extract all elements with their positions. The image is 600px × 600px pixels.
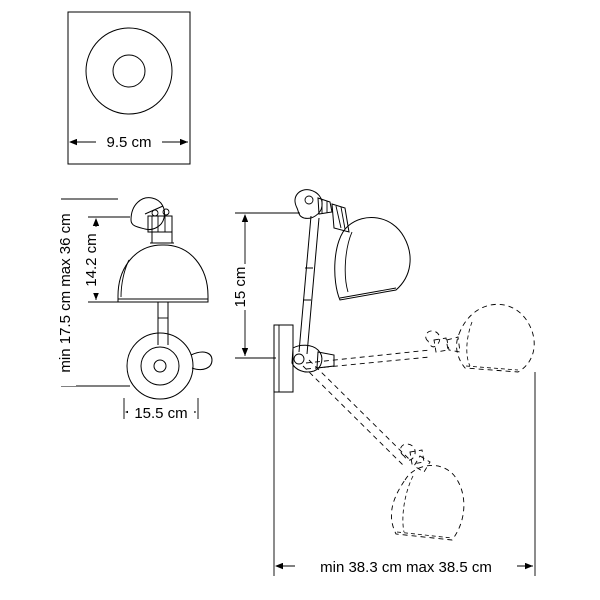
dimension-arm-height (231, 213, 300, 358)
dimension-shade-height (83, 217, 130, 302)
articulation-range-view (231, 190, 535, 576)
dimension-shade-width-label: 15.5 cm (134, 405, 188, 422)
front-plate-view (68, 12, 190, 164)
dimension-reach-range-label: min 38.3 cm max 38.5 cm (320, 559, 492, 576)
dimension-reach-range (274, 372, 535, 576)
dimension-shade-width (124, 398, 198, 422)
dimension-plate-width (68, 131, 190, 151)
side-elevation-view (56, 198, 212, 422)
dimension-height-range-label: min 17.5 cm max 36 cm (57, 213, 74, 373)
dimension-shade-height-label: 14.2 cm (83, 233, 100, 287)
dimension-arm-height-label: 15 cm (232, 266, 249, 308)
dimension-plate-width-label: 9.5 cm (106, 134, 152, 151)
